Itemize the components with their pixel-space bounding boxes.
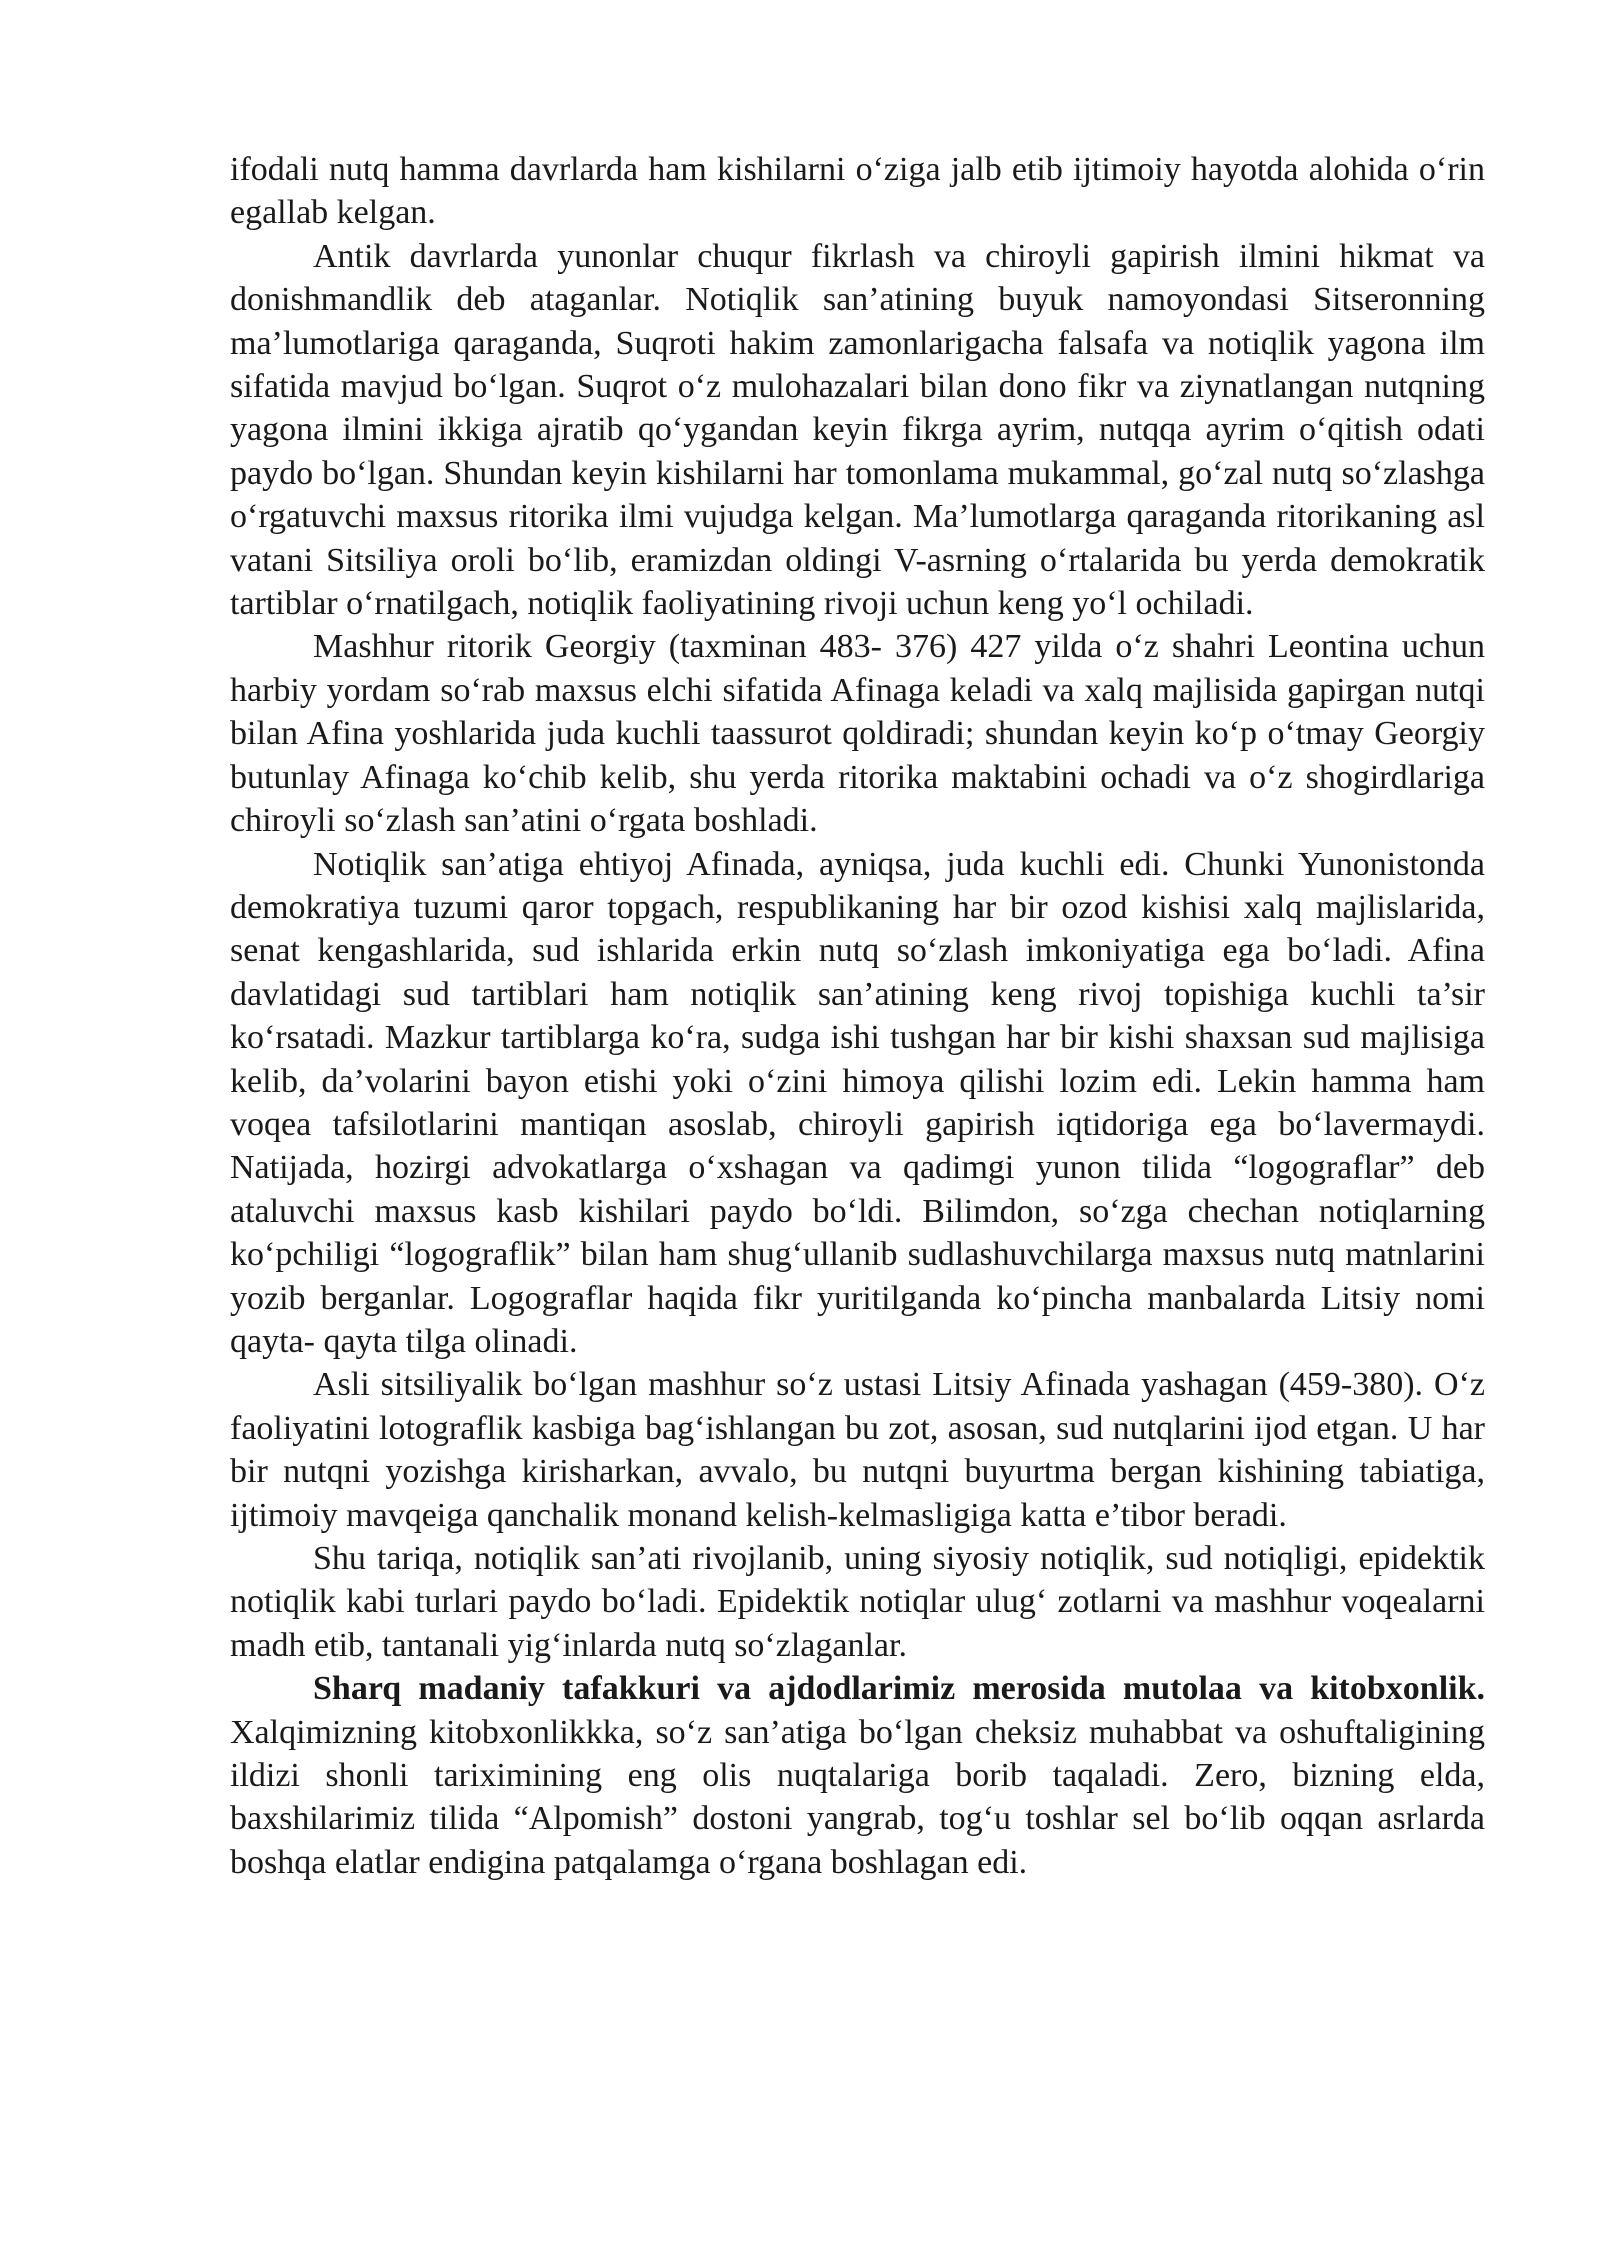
paragraph-6: [230, 1537, 1485, 1667]
paragraph-3: [230, 625, 1485, 842]
paragraph-2-text: Antik davrlarda yunonlar chuqur fikrlash va chiroyli gapirish ilmini hikmat va donishmandlik deb ataganlar. Notiqlik san’atining buyuk namoyondasi Sitseronning ma’lumotlariga qaraganda, Suqroti hakim zamonlarigacha falsafa va notiqlik yagona ilm sifatida mavjud bo‘lgan. Suqrot o‘z mulohazalari bilan dono fikr va ziynatlangan nutqning yagona ilmini ikkiga ajratib qo‘ygandan keyin fikrga ayrim, nutqqa ayrim o‘qitish odati paydo bo‘lgan. Shundan keyin kishilarni har tomonlama mukammal, go‘zal nutq so‘zlashga o‘rgatuvchi maxsus ritorika ilmi vujudga kelgan. Ma’lumotlarga qaraganda ritorikaning asl vatani Sitsiliya oroli bo‘lib, eramizdan oldingi V-asrning o‘rtalarida bu yerda demokratik tartiblar o‘rnatilgach, notiqlik faoliyatining rivoji uchun keng yo‘l ochiladi.: [230, 237, 1485, 623]
paragraph-6-text: Shu tariqa, notiqlik san’ati rivojlanib, uning siyosiy notiqlik, sud notiqligi, epidektik notiqlik kabi turlari paydo bo‘ladi. Epidektik notiqlar ulug‘ zotlarni va mashhur voqealarni madh etib, tantanali yig‘inlarda nutq so‘zlaganlar.: [230, 1540, 1485, 1664]
document-page: [230, 148, 1485, 1884]
paragraph-4: [230, 843, 1485, 1364]
paragraph-7-text: Xalqimizning kitobxonlikkka, so‘z san’atiga bo‘lgan cheksiz muhabbat va oshuftaligining ildizi shonli tariximining eng olis nuqtalariga borib taqaladi. Zero, bizning elda, baxshilarimiz tilida “Alpomish” dostoni yangrab, tog‘u toshlar sel bo‘lib oqqan asrlarda boshqa elatlar endigina patqalamga o‘rgana boshlagan edi.: [230, 1713, 1485, 1881]
section-heading: Sharq madaniy tafakkuri va ajdodlarimiz merosida mutolaa va kitobxonlik.: [313, 1670, 1485, 1708]
paragraph-5-text: Asli sitsiliyalik bo‘lgan mashhur so‘z ustasi Litsiy Afinada yashagan (459-380). O‘z faoliyatini lotograflik kasbiga bag‘ishlangan bu zot, asosan, sud nutqlarini ijod etgan. U har bir nutqni yozishga kirisharkan, avvalo, bu nutqni buyurtma bergan kishining tabiatiga, ijtimoiy mavqeiga qanchalik monand kelish-kelmasligiga katta e’tibor beradi.: [230, 1366, 1485, 1534]
paragraph-4-text: Notiqlik san’atiga ehtiyoj Afinada, ayniqsa, juda kuchli edi. Chunki Yunonistonda demokratiya tuzumi qaror topgach, respublikaning har bir ozod kishisi xalq majlislarida, senat kengashlarida, sud ishlarida erkin nutq so‘zlash imkoniyatiga ega bo‘ladi. Afina davlatidagi sud tartiblari ham notiqlik san’atining keng rivoj topishiga kuchli ta’sir ko‘rsatadi. Mazkur tartiblarga ko‘ra, sudga ishi tushgan har bir kishi shaxsan sud majlisiga kelib, da’volarini bayon etishi yoki o‘zini himoya qilishi lozim edi. Lekin hamma ham voqea tafsilotlarini mantiqan asoslab, chiroyli gapirish iqtidoriga ega bo‘lavermaydi. Natijada, hozirgi advokatlarga o‘xshagan va qadimgi yunon tilida “logograflar” deb ataluvchi maxsus kasb kishilari paydo bo‘ldi. Bilimdon, so‘zga chechan notiqlarning ko‘pchiligi “logograflik” bilan ham shug‘ullanib sudlashuvchilarga maxsus nutq matnlarini yozib berganlar. Logograflar haqida fikr yuritilganda ko‘pincha manbalarda Litsiy nomi qayta- qayta tilga olinadi.: [230, 845, 1485, 1360]
paragraph-1: [230, 148, 1485, 235]
paragraph-3-text: Mashhur ritorik Georgiy (taxminan 483- 376) 427 yilda o‘z shahri Leontina uchun harbiy yordam so‘rab maxsus elchi sifatida Afinaga keladi va xalq majlisida gapirgan nutqi bilan Afina yoshlarida juda kuchli taassurot qoldiradi; shundan keyin ko‘p o‘tmay Georgiy butunlay Afinaga ko‘chib kelib, shu yerda ritorika maktabini ochadi va o‘z shogirdlariga chiroyli so‘zlash san’atini o‘rgata boshladi.: [230, 628, 1485, 840]
paragraph-2: [230, 235, 1485, 626]
paragraph-1-text: ifodali nutq hamma davrlarda ham kishilarni o‘ziga jalb etib ijtimoiy hayotda alohida o‘rin egallab kelgan.: [230, 151, 1485, 232]
paragraph-7: [230, 1667, 1485, 1884]
paragraph-5: [230, 1363, 1485, 1537]
